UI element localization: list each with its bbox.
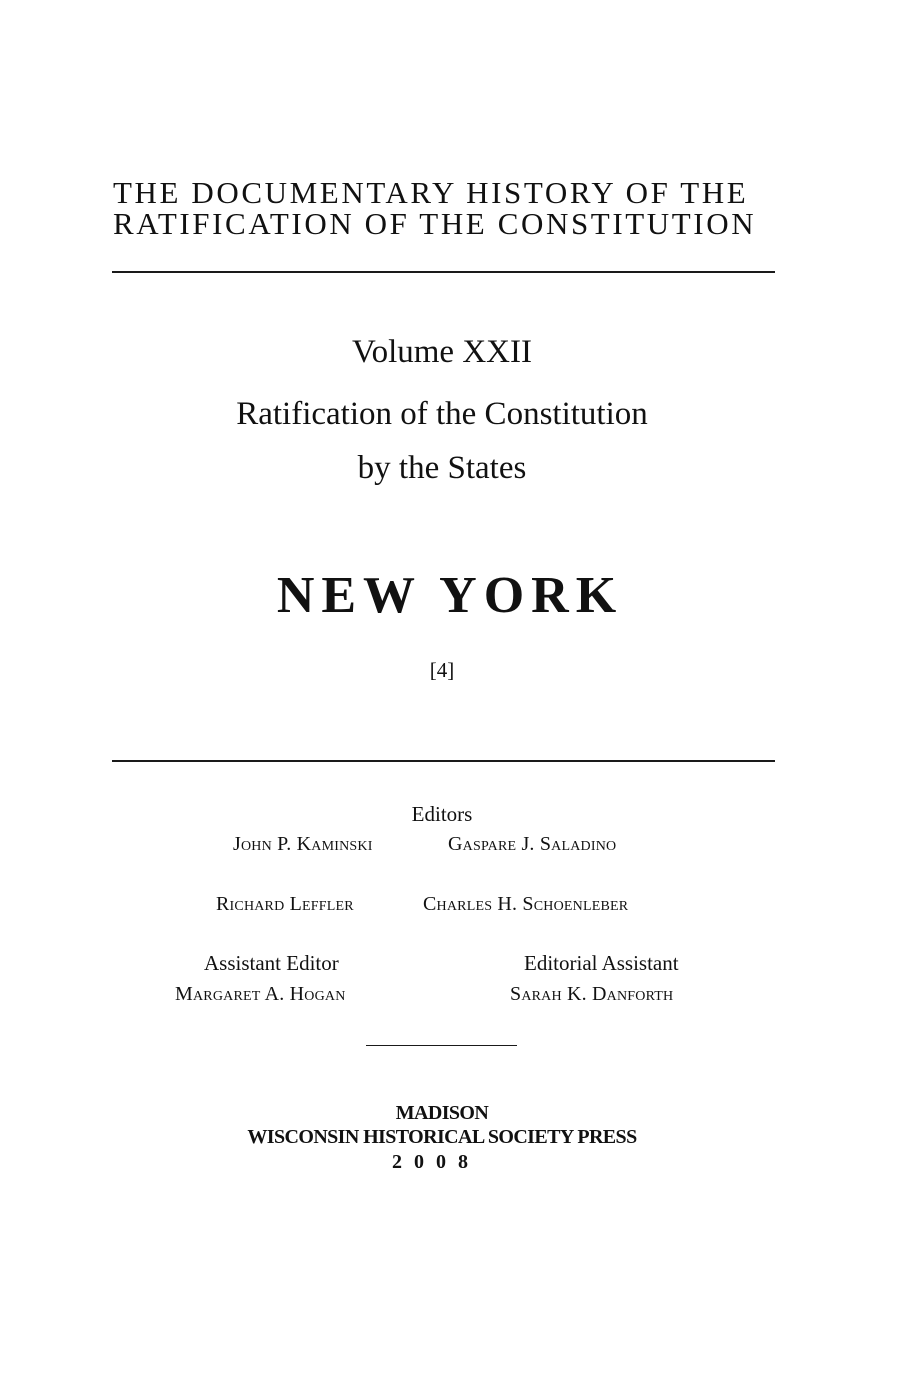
series-title-line-2: RATIFICATION OF THE CONSTITUTION xyxy=(113,206,757,241)
bottom-divider xyxy=(112,760,775,762)
editor-name: Gaspare J. Saladino xyxy=(448,833,617,855)
editorial-assistant-heading: Editorial Assistant xyxy=(524,951,679,975)
editor-name: Charles H. Schoenleber xyxy=(423,893,629,915)
editors-heading: Editors xyxy=(411,802,473,826)
series-title-line-1: THE DOCUMENTARY HISTORY OF THE xyxy=(113,175,749,210)
editor-name: Richard Leffler xyxy=(216,893,354,915)
imprint-publisher: WISCONSIN HISTORICAL SOCIETY PRESS xyxy=(247,1126,637,1148)
editor-name: John P. Kaminski xyxy=(233,833,373,855)
volume-subtitle-line-2: by the States xyxy=(357,450,527,486)
short-divider xyxy=(366,1045,517,1046)
assistant-editor-heading: Assistant Editor xyxy=(204,951,339,975)
volume-number: Volume XXII xyxy=(352,334,532,370)
volume-subtitle-line-1: Ratification of the Constitution xyxy=(236,396,648,432)
imprint-year: 2008 xyxy=(392,1151,480,1173)
top-divider xyxy=(112,271,775,273)
part-number: [4] xyxy=(429,658,455,682)
editorial-assistant-name: Sarah K. Danforth xyxy=(510,983,674,1005)
state-title: NEW YORK xyxy=(276,567,624,624)
imprint-place: MADISON xyxy=(395,1102,489,1124)
assistant-editor-name: Margaret A. Hogan xyxy=(175,983,346,1005)
